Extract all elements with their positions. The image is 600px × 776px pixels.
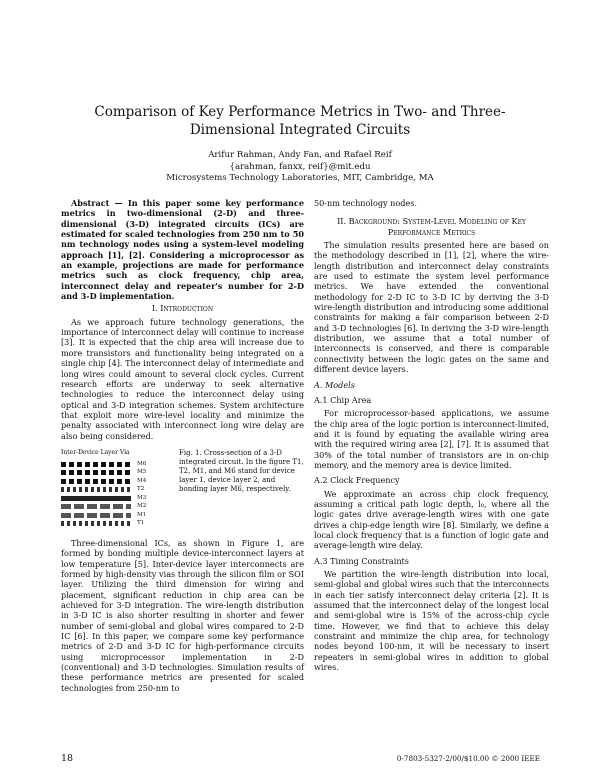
- page-number: 18: [61, 753, 74, 764]
- copyright-notice: 0-7803-5327-2/00/$10.00 © 2000 IEEE: [396, 754, 540, 763]
- layer-row: [61, 494, 171, 503]
- layer-row: [61, 519, 171, 528]
- section-heading-introduction: I. Introduction: [151, 303, 214, 314]
- layer-row: [61, 468, 171, 477]
- figure-1: [61, 449, 304, 528]
- abstract: Abstract — In this paper some key performance metrics in two-dimensional (2-D) and three-dimensional (3-D) integrated circuits (ICs) are estimated for scaled technologies from 250 nm to 50 nm technology nodes using a system-level modeling approach [1], [2]. Considering a microprocessor as an example, projections are made for performance metrics such as clock frequency, chip area, interconnect delay and repeater's number for 2-D and 3-D implementation.: [61, 198, 304, 302]
- background-paragraph: The simulation results presented here are based on the methodology described in [1], [2], where the wire-length distribution and interconnect delay constraints are used to estimate the system level performance metrics. We have extended the conventional methodology for 2-D IC to 3-D IC by deriving the 3-D wire-length distribution and introducing some additional constraints for making a fair comparison between 2-D and 3-D technologies [6]. In deriving the 3-D wire-length distribution, we assume that a total number of interconnects is conserved, and there is comparable connectivity between the logic gates on the same and different device layers.: [314, 240, 549, 375]
- device-layer-graphic: [61, 487, 131, 492]
- intro-paragraph-1: As we approach future technology generations, the importance of interconnect delay will continue to increase [3]. It is expected that the chip area will increase due to more transistors and functionality being integrated on a single chip [4]. The interconnect delay of intermediate and long wires could amount to several clock cycles. Current research efforts are underway to seek alternative technologies to reduce the interconnect delay using optical and 3-D integration schemes. System architecture that exploit more wire-level locality and minimize the penalty associated with interconnect long wire delay are also being considered.: [61, 316, 304, 441]
- layer-row: [61, 477, 171, 486]
- layer-label: M6: [137, 460, 147, 467]
- figure-1-caption: Fig. 1. Cross-section of a 3-D integrated circuit. In the figure T1, T2, M1, and M6 stand for device layer 1, device layer 2, and bonding layer M6, respectively.: [179, 448, 304, 493]
- layer-label: M1: [137, 511, 147, 518]
- right-column: [314, 198, 549, 672]
- author-block: [60, 150, 540, 185]
- author-emails: {arahman, fanxx, reif}@mit.edu: [229, 161, 371, 172]
- subsubsection-heading-clock: A.2 Clock Frequency: [314, 475, 400, 486]
- clock-paragraph: We approximate an across chip clock frequency, assuming a critical path logic depth, l₀, where all the logic gates drive average-length wires with one gate drives a chip-edge length wire [8]. Similarly, we define a local clock frequency that is a function of logic gate and average-length wire delay.: [314, 488, 549, 551]
- metal-layer-graphic: [61, 479, 131, 484]
- subsubsection-heading-timing: A.3 Timing Constraints: [314, 555, 409, 566]
- paper-title: Comparison of Key Performance Metrics in Two- and Three-Dimensional Integrated Circuits: [94, 104, 506, 138]
- author-affiliation: Microsystems Technology Laboratories, MIT, Cambridge, MA: [166, 173, 434, 183]
- intro-paragraph-2: Three-dimensional ICs, as shown in Figure 1, are formed by bonding multiple device-interconnect layers at low temperature [5]. Inter-device layer interconnects are formed by high-density vias through the silicon film or SOI layer. Utilizing the third dimension for wiring and placement, significant reduction in chip area can be achieved for 3-D integration. The wire-length distribution in 3-D IC is also shorter resulting in shorter and fewer number of semi-global and global wires compared to 2-D IC [6]. In this paper, we compare some key performance metrics of 2-D and 3-D IC for high-performance circuits using microprocessor implementation in 2-D (conventional) and 3-D technologies. Simulation results of these performance metrics are presented for scaled technologies from 250-nm to: [61, 537, 304, 693]
- layer-row: [61, 485, 171, 494]
- layer-label: M4: [137, 477, 147, 484]
- section-heading-background: II. Background: System-Level Modeling of Key Performance Metrics: [337, 216, 526, 237]
- device-layer-graphic: [61, 521, 131, 526]
- layer-label: M2: [137, 503, 147, 510]
- metal-layer-graphic: [61, 470, 131, 475]
- metal-layer-graphic: [61, 462, 131, 467]
- timing-paragraph: We partition the wire-length distribution into local, semi-global and global wires such that the interconnects in each tier satisfy interconnect delay criteria [2]. It is assumed that the interconnect delay of the longest local and semi-global wire is 15% of the across-chip cycle time. However, we find that to achieve this delay constraint and minimize the chip area, for technology nodes beyond 100-nm, it will be necessary to insert repeaters in semi-global wires in addition to global wires.: [314, 569, 549, 673]
- layer-label: T1: [137, 520, 145, 527]
- figure-1-header: Inter-Device Layer Via: [61, 448, 130, 456]
- continued-text: 50-nm technology nodes.: [314, 198, 417, 208]
- author-names: Arifur Rahman, Andy Fan, and Rafael Reif: [208, 150, 392, 160]
- figure-1-diagram: [61, 449, 171, 528]
- layer-label: M5: [137, 469, 147, 476]
- metal-layer-graphic: [61, 513, 131, 518]
- metal-layer-graphic: [61, 504, 131, 509]
- layer-row: [61, 502, 171, 511]
- subsubsection-heading-chip-area: A.1 Chip Area: [314, 394, 372, 405]
- left-column: [61, 198, 304, 693]
- layer-row: [61, 511, 171, 520]
- metal-layer-graphic: [61, 496, 131, 501]
- chip-area-paragraph: For microprocessor-based applications, we assume the chip area of the logic portion is interconnect-limited, and it is found by equating the available wiring area with the required wiring area [2], [7]. It is assumed that 30% of the total number of transistors are in on-chip memory, and the memory area is device limited.: [314, 408, 549, 470]
- layer-row: [61, 460, 171, 469]
- layer-label: T2: [137, 486, 145, 493]
- subsection-heading-models: A. Models: [314, 379, 355, 390]
- layer-label: M3: [137, 494, 147, 501]
